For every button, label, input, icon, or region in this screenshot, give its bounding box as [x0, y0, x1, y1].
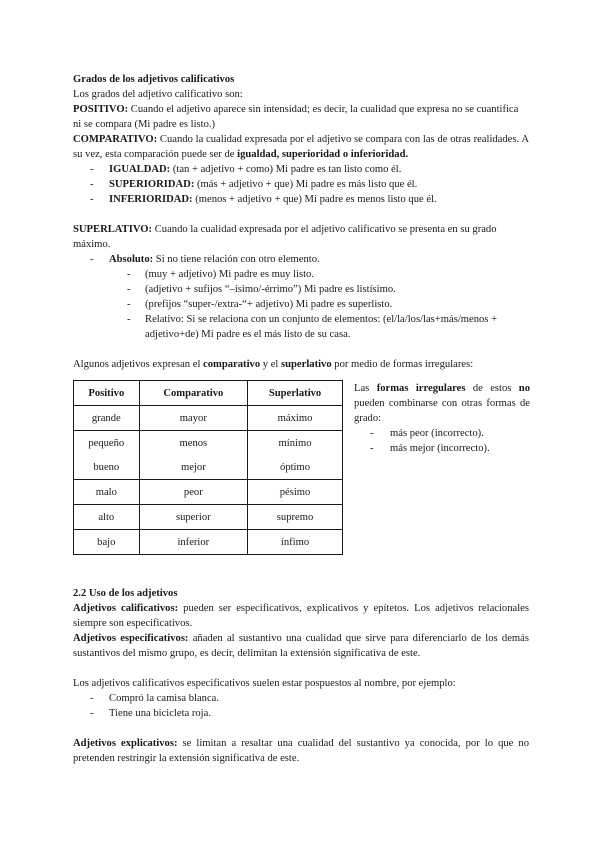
irregular-forms-table — [73, 380, 343, 555]
side-note-list — [354, 426, 530, 456]
table-header-row — [74, 381, 343, 406]
table-row: bueno mejor óptimo — [74, 455, 343, 480]
positivo-text: Cuando el adjetivo aparece sin intensidad; es decir, la cualidad que expresa no se cuantifica ni se compara (Mi padre es listo.) — [73, 104, 519, 130]
table-header: Superlativo — [248, 381, 343, 406]
list-item: - (muy + adjetivo) Mi padre es muy listo. — [73, 267, 529, 282]
pospuestos-paragraph: Los adjetivos calificativos especificativos suelen estar pospuestos al nombre, por ejemplo: — [73, 678, 456, 689]
irregular-intro: Algunos adjetivos expresan el comparativo y el superlativo por medio de formas irregulares: — [73, 359, 474, 370]
examples-list — [73, 691, 529, 721]
list-item: - más peor (incorrecto). — [354, 426, 530, 441]
list-item: - Relativo: Si se relaciona con un conjunto de elementos: (el/la/los/las+más/menos + adjetivo+de) Mi padre es el más listo de su casa. — [73, 312, 529, 342]
superlativo-label: SUPERLATIVO: — [73, 224, 153, 235]
positivo-label: POSITIVO: — [73, 104, 129, 115]
especificativos-paragraph: Adjetivos especificativos: añaden al sustantivo una cualidad que sirve para diferenciarlo de los demás sustantivos del mismo grupo, es decir, delimitan la extensión significativa de este. — [73, 633, 529, 659]
table-row: alto superior supremo — [74, 505, 343, 530]
explicativos-paragraph: Adjetivos explicativos: se limitan a resaltar una cualidad del sustantivo ya conocida, por lo que no pretenden restringir la extensión significativa de este. — [73, 738, 529, 764]
section2-title: 2.2 Uso de los adjetivos — [73, 588, 178, 599]
comparativo-emph: igualdad, superioridad o inferioridad. — [237, 149, 409, 160]
document-page — [73, 72, 529, 766]
table-row: malo peor pésimo — [74, 480, 343, 505]
table-row: bajo inferior ínfimo — [74, 530, 343, 555]
comparativo-paragraph: COMPARATIVO: Cuando la cualidad expresada por el adjetivo se compara con las de otras realidades. A su vez, esta comparación puede ser de igualdad, superioridad o inferioridad. — [73, 134, 529, 160]
list-item: - (adjetivo + sufijos “–ísimo/-érrimo”) Mi padre es listísimo. — [73, 282, 529, 297]
calificativos-paragraph: Adjetivos calificativos: pueden ser especificativos, explicativos y epítetos. Los adjetivos relacionales siempre son especificativos. — [73, 603, 529, 629]
list-item: - INFERIORIDAD: (menos + adjetivo + que) Mi padre es menos listo que él. — [73, 192, 529, 207]
superlativo-list — [73, 252, 529, 267]
irregular-side-note: Las formas irregulares de estos no pueden combinarse con otras formas de grado: - más peor (incorrecto). - más mejor (incorrecto). — [354, 381, 530, 456]
list-item: - más mejor (incorrecto). — [354, 441, 530, 456]
section-title: Grados de los adjetivos calificativos — [73, 74, 235, 85]
comparativo-label: COMPARATIVO: — [73, 134, 158, 145]
list-item: - Absoluto: Si no tiene relación con otro elemento. — [73, 252, 529, 267]
list-item: - SUPERIORIDAD: (más + adjetivo + que) Mi padre es más listo que él. — [73, 177, 529, 192]
irregular-forms-section — [73, 380, 529, 586]
intro-text: Los grados del adjetivo calificativo son: — [73, 89, 243, 100]
superlativo-paragraph: SUPERLATIVO: Cuando la cualidad expresada por el adjetivo calificativo se presenta en su grado máximo. — [73, 224, 497, 250]
positivo-paragraph — [73, 102, 529, 132]
table-row: grande mayor máximo — [74, 406, 343, 431]
list-item: - Compró la camisa blanca. — [73, 691, 529, 706]
list-item: - (prefijos “super-/extra-“+ adjetivo) Mi padre es superlisto. — [73, 297, 529, 312]
list-item: - IGUALDAD: (tan + adjetivo + como) Mi padre es tan listo como él. — [73, 162, 529, 177]
comparativo-list — [73, 162, 529, 207]
table-row: pequeño menos mínimo — [74, 431, 343, 456]
list-item: - Tiene una bicicleta roja. — [73, 706, 529, 721]
table-header: Positivo — [74, 381, 140, 406]
table-header: Comparativo — [139, 381, 247, 406]
superlativo-sublist — [73, 267, 529, 342]
